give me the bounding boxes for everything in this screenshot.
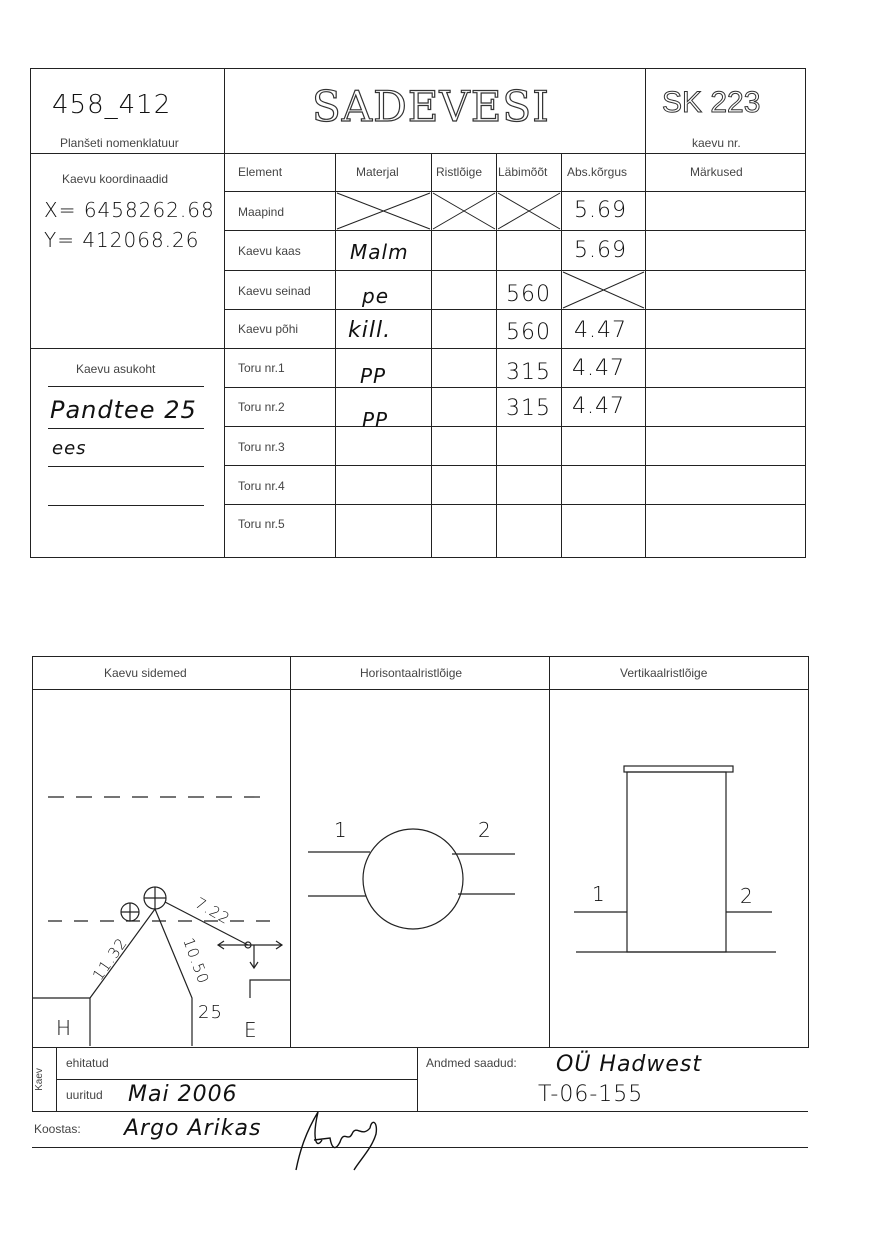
row-label-toru-5: Toru nr.5 — [238, 517, 285, 531]
vertical-section-label: Vertikaalristlõige — [620, 666, 708, 680]
dim-mid: 10.50 — [179, 935, 213, 987]
cell-toru1-height: 4.47 — [572, 356, 625, 381]
row-label-kaevu-kaas: Kaevu kaas — [238, 244, 301, 258]
letter-h: H — [56, 1016, 73, 1040]
surveyed-label: uuritud — [66, 1088, 103, 1102]
row-label-kaevu-seinad: Kaevu seinad — [238, 284, 311, 298]
row-label-toru-4: Toru nr.4 — [238, 479, 285, 493]
surveyed-value: Mai 2006 — [128, 1082, 238, 1107]
coordinate-x: X= 6458262.68 — [44, 198, 215, 222]
built-label: ehitatud — [66, 1056, 109, 1070]
cell-pohi-height: 4.47 — [574, 318, 627, 343]
sheet-number: 458_412 — [52, 90, 172, 120]
location-label: Kaevu asukoht — [76, 362, 156, 376]
col-header-notes: Märkused — [690, 165, 743, 179]
compiled-label: Koostas: — [34, 1122, 81, 1136]
location-line2: ees — [52, 438, 87, 459]
col-header-material: Materjal — [356, 165, 399, 179]
side-label: Kaev — [33, 1068, 45, 1091]
connections-label: Kaevu sidemed — [104, 666, 187, 680]
row-label-toru-2: Toru nr.2 — [238, 400, 285, 414]
col-header-cross-section: Ristlõige — [436, 165, 483, 179]
page-title: SADEVESI — [312, 82, 550, 131]
dim-right: 7.22 — [192, 893, 234, 929]
well-label: kaevu nr. — [692, 136, 741, 150]
cell-seinad-material: pe — [362, 284, 389, 308]
cell-maapind-height: 5.69 — [574, 198, 627, 223]
cell-toru2-diameter: 315 — [506, 396, 551, 421]
data-source-work-number: T-06-155 — [538, 1082, 644, 1107]
horizontal-section-label: Horisontaalristlõige — [360, 666, 463, 680]
v-pipe-1-label: 1 — [592, 882, 606, 906]
col-header-abs-height: Abs.kõrgus — [567, 165, 628, 179]
dim-bottom: 25 — [198, 1002, 223, 1023]
cell-toru2-height: 4.47 — [572, 394, 625, 419]
well-number: SK 223 — [662, 86, 761, 119]
dim-left: 11.32 — [88, 934, 132, 984]
cell-toru2-material: PP — [362, 408, 389, 432]
cell-toru1-diameter: 315 — [506, 360, 551, 385]
coordinates-label: Kaevu koordinaadid — [62, 172, 169, 186]
cell-seinad-diameter: 560 — [506, 282, 551, 307]
h-pipe-1-label: 1 — [334, 818, 348, 842]
location-line1: Pandtee 25 — [50, 396, 197, 424]
data-source-label: Andmed saadud: — [426, 1056, 517, 1070]
data-source-company: OÜ Hadwest — [556, 1052, 703, 1077]
cell-pohi-diameter: 560 — [506, 320, 551, 345]
row-label-maapind: Maapind — [238, 205, 285, 219]
letter-e: E — [244, 1018, 258, 1042]
row-label-kaevu-pohi: Kaevu põhi — [238, 322, 299, 336]
compiled-by: Argo Arikas — [124, 1116, 262, 1141]
row-label-toru-3: Toru nr.3 — [238, 440, 285, 454]
cell-kaas-height: 5.69 — [574, 238, 627, 263]
cell-toru1-material: PP — [360, 364, 387, 388]
col-header-diameter: Läbimõõt — [498, 165, 548, 179]
cell-kaas-material: Malm — [350, 240, 409, 264]
col-header-element: Element — [238, 165, 283, 179]
coordinate-y: Y= 412068.26 — [44, 228, 200, 252]
h-pipe-2-label: 2 — [478, 818, 492, 842]
row-label-toru-1: Toru nr.1 — [238, 361, 285, 375]
v-pipe-2-label: 2 — [740, 884, 754, 908]
cell-pohi-material: kill. — [348, 318, 392, 343]
sheet-label: Planšeti nomenklatuur — [60, 136, 179, 150]
